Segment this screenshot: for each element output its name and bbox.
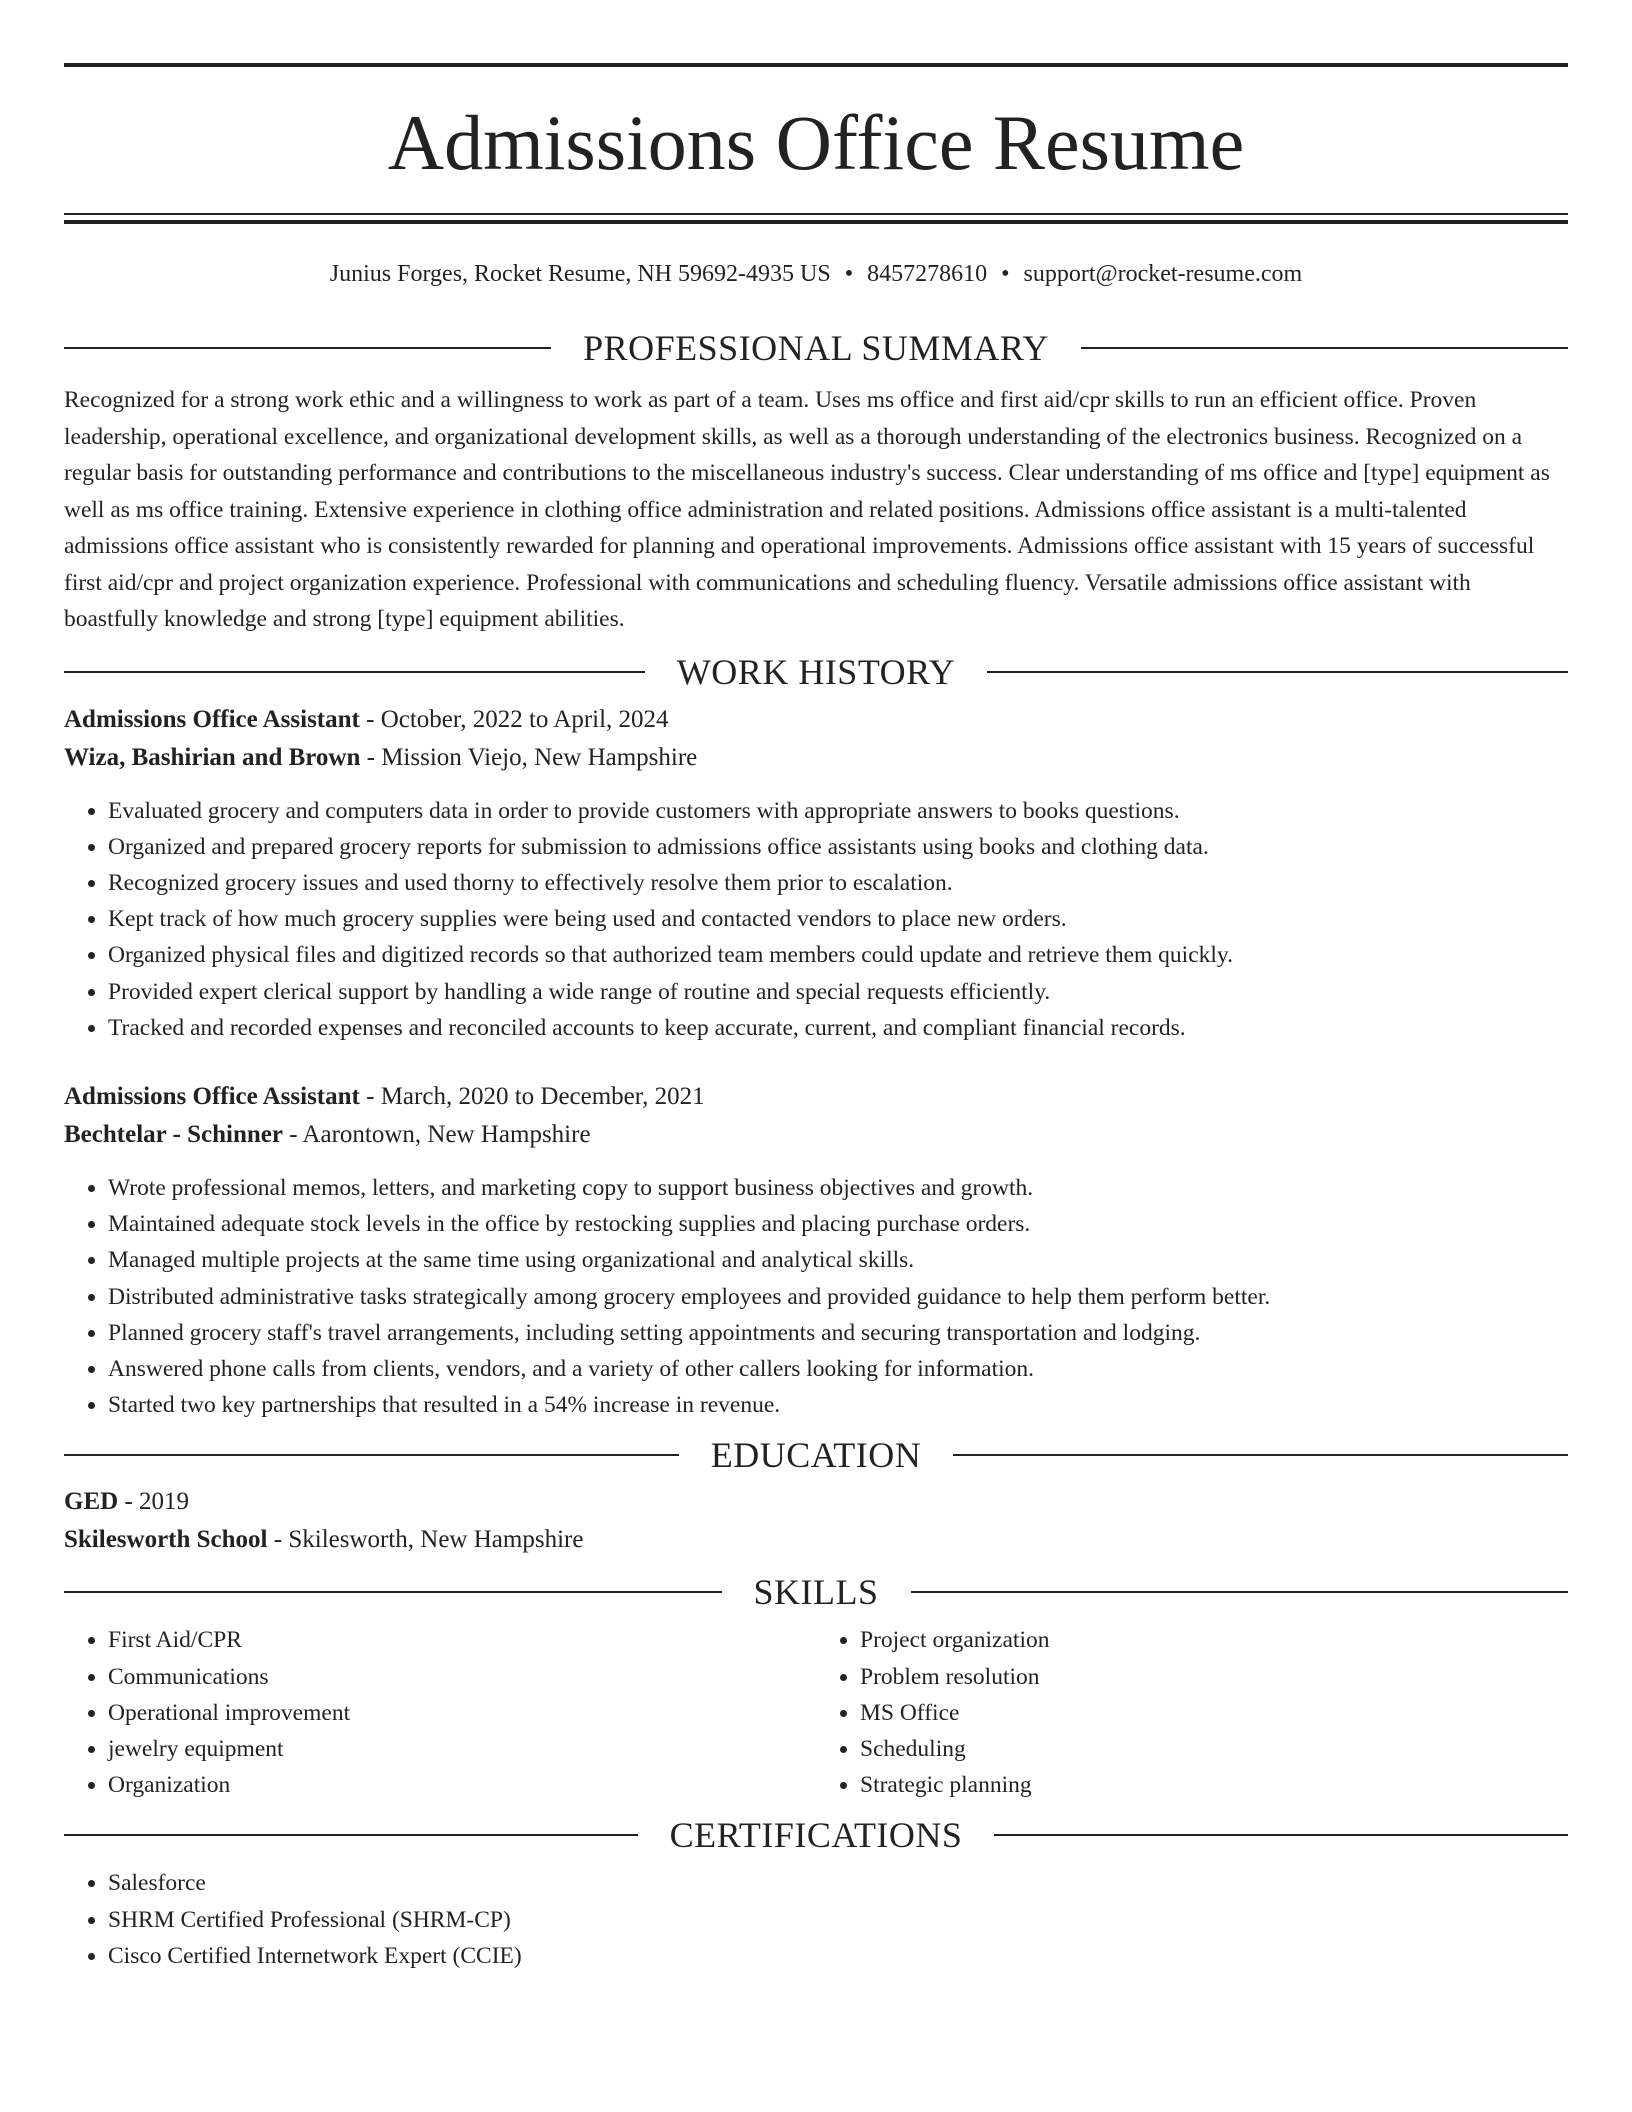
- contact-phone: 8457278610: [867, 261, 988, 287]
- skill-item: • Strategic planning: [860, 1767, 1568, 1803]
- section-heading-work: [64, 652, 1568, 692]
- skill-item: • Operational improvement: [108, 1695, 816, 1731]
- job-bullet-list: [64, 1170, 1568, 1423]
- skill-item: • First Aid/CPR: [108, 1622, 816, 1658]
- skill-item: • Organization: [108, 1767, 816, 1803]
- contact-email: support@rocket-resume.com: [1023, 261, 1303, 287]
- section-heading-certifications: [64, 1815, 1568, 1855]
- job-title: Admissions Office Assistant: [64, 1082, 360, 1110]
- section-heading-skills: [64, 1572, 1568, 1612]
- section-heading-summary: [64, 328, 1568, 368]
- skill-item: • Scheduling: [860, 1731, 1568, 1767]
- education-school: Skilesworth School: [64, 1526, 268, 1554]
- education-degree-line: [64, 1483, 1568, 1521]
- job-bullet: • Organized and prepared grocery reports for submission to admissions office assistants using books and clothing data.: [108, 829, 1568, 865]
- education-location: - Skilesworth, New Hampshire: [267, 1526, 584, 1554]
- job-title: Admissions Office Assistant: [64, 705, 360, 733]
- contact-separator: •: [844, 261, 854, 287]
- job-company: Wiza, Bashirian and Brown: [64, 743, 361, 771]
- section-title: SKILLS: [753, 1572, 879, 1613]
- certification-item: • SHRM Certified Professional (SHRM-CP): [108, 1902, 1568, 1938]
- skill-item: • MS Office: [860, 1695, 1568, 1731]
- job-title-line: [64, 1078, 1568, 1116]
- heading-rule-left: [64, 1834, 638, 1836]
- education-year: - 2019: [118, 1488, 190, 1516]
- job-bullet: • Tracked and recorded expenses and reconciled accounts to keep accurate, current, and compliant financial records.: [108, 1010, 1568, 1046]
- heading-rule-right: [994, 1834, 1568, 1836]
- job-bullet: • Wrote professional memos, letters, and marketing copy to support business objectives and growth.: [108, 1170, 1568, 1206]
- page-title: Admissions Office Resume: [387, 99, 1245, 186]
- heading-rule-right: [911, 1591, 1569, 1593]
- job-bullet: • Started two key partnerships that resulted in a 54% increase in revenue.: [108, 1387, 1568, 1423]
- summary-text: Recognized for a strong work ethic and a willingness to work as part of a team. Uses ms office and first aid/cpr skills to run an efficient office. Proven leadership, operational excellence, and organizational development skills, as well as a thorough understanding of the electronics business. Recognized on a regular basis for outstanding performance and contributions to the miscellaneous industry's success. Clear understanding of ms office and [type] equipment as well as ms office training. Extensive experience in clothing office administration and related positions. Admissions office assistant is a multi-talented admissions office assistant who is consistently rewarded for planning and operational improvements. Admissions office assistant with 15 years of successful first aid/cpr and project organization experience. Professional with communications and scheduling fluency. Versatile admissions office assistant with boastfully knowledge and strong [type] equipment abilities.: [64, 387, 1550, 632]
- job-company-line: [64, 1116, 1568, 1154]
- certifications-list: [64, 1865, 1568, 1974]
- job-title-line: [64, 701, 1568, 739]
- job-bullet-list: [64, 793, 1568, 1046]
- section-title: CERTIFICATIONS: [669, 1815, 963, 1856]
- heading-rule-right: [987, 671, 1568, 673]
- job-bullet: • Distributed administrative tasks strategically among grocery employees and provided guidance to help them perform better.: [108, 1279, 1568, 1315]
- job-entry: [64, 1078, 1568, 1423]
- job-location: - Mission Viejo, New Hampshire: [360, 743, 698, 771]
- job-bullet: • Answered phone calls from clients, vendors, and a variety of other callers looking for information.: [108, 1351, 1568, 1387]
- section-title: PROFESSIONAL SUMMARY: [583, 328, 1049, 368]
- skills-list-right: [816, 1622, 1568, 1803]
- certification-item: • Salesforce: [108, 1865, 1568, 1901]
- section-title: WORK HISTORY: [676, 651, 956, 692]
- heading-rule-left: [64, 671, 645, 673]
- contact-separator: •: [1001, 261, 1010, 287]
- job-bullet: • Provided expert clerical support by handling a wide range of routine and special requests efficiently.: [108, 974, 1568, 1010]
- job-bullet: • Maintained adequate stock levels in the office by restocking supplies and placing purchase orders.: [108, 1206, 1568, 1242]
- section-title: EDUCATION: [710, 1435, 922, 1476]
- job-bullet: • Organized physical files and digitized records so that authorized team members could update and retrieve them quickly.: [108, 937, 1568, 973]
- job-company: Bechtelar - Schinner: [64, 1120, 283, 1148]
- certification-item: • Cisco Certified Internetwork Expert (CCIE): [108, 1938, 1568, 1974]
- section-heading-education: [64, 1435, 1568, 1475]
- contact-address: Junius Forges, Rocket Resume, NH 59692-4935 US: [329, 261, 831, 287]
- heading-rule-right: [953, 1454, 1568, 1456]
- education-school-line: [64, 1521, 1568, 1559]
- job-entry: [64, 701, 1568, 1046]
- skill-item: • jewelry equipment: [108, 1731, 816, 1767]
- heading-rule-left: [64, 347, 551, 349]
- education-degree: GED: [64, 1488, 119, 1516]
- job-dates: - October, 2022 to April, 2024: [359, 705, 669, 733]
- education-entry: [64, 1483, 1568, 1559]
- skills-list-left: [64, 1622, 816, 1803]
- resume-page: [64, 0, 1568, 1974]
- job-bullet: • Managed multiple projects at the same time using organizational and analytical skills.: [108, 1242, 1568, 1278]
- skills-grid: [64, 1622, 1568, 1803]
- heading-rule-left: [64, 1591, 722, 1593]
- skill-item: • Project organization: [860, 1622, 1568, 1658]
- skill-item: • Problem resolution: [860, 1659, 1568, 1695]
- job-dates: - March, 2020 to December, 2021: [359, 1082, 705, 1110]
- job-bullet: • Recognized grocery issues and used thorny to effectively resolve them prior to escalation.: [108, 865, 1568, 901]
- job-company-line: [64, 739, 1568, 777]
- job-bullet: • Kept track of how much grocery supplies were being used and contacted vendors to place new orders.: [108, 901, 1568, 937]
- job-bullet: • Evaluated grocery and computers data in order to provide customers with appropriate answers to books questions.: [108, 793, 1568, 829]
- heading-rule-right: [1081, 347, 1568, 349]
- skill-item: • Communications: [108, 1659, 816, 1695]
- job-location: - Aarontown, New Hampshire: [282, 1120, 591, 1148]
- contact-line: [64, 258, 1568, 290]
- heading-rule-left: [64, 1454, 679, 1456]
- job-bullet: • Planned grocery staff's travel arrangements, including setting appointments and securing transportation and lodging.: [108, 1315, 1568, 1351]
